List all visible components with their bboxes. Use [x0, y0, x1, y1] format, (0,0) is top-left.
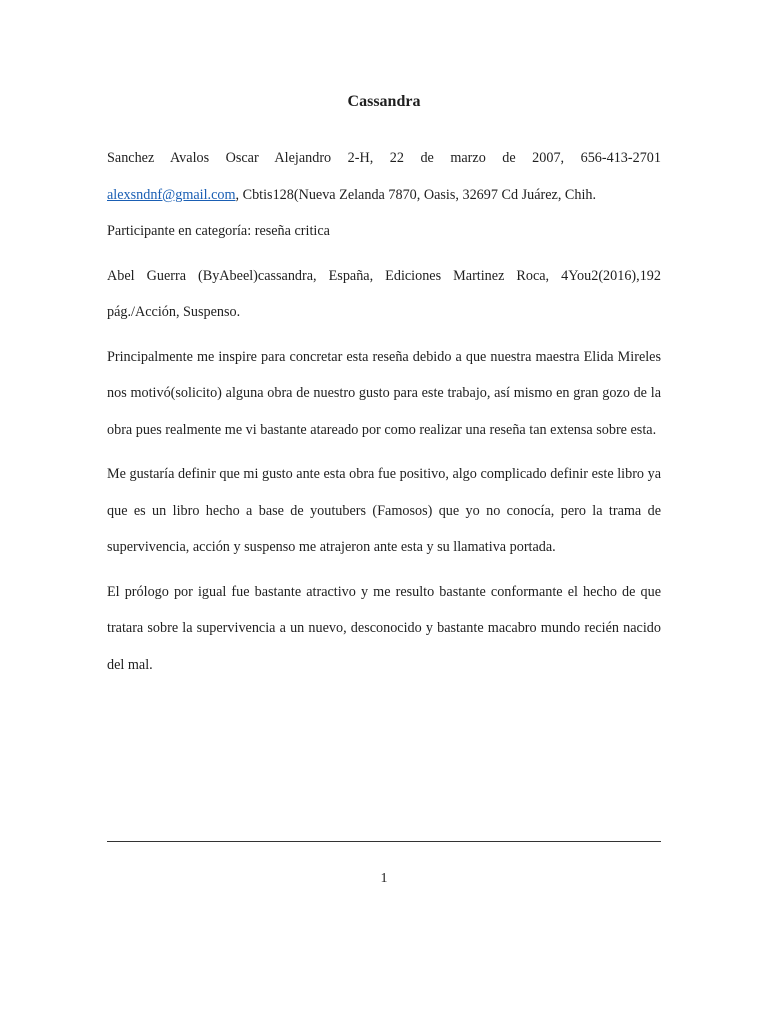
body-paragraph-3: El prólogo por igual fue bastante atractivo y me resulto bastante conformante el hecho de que tratara sobre la supervivencia a un nuevo, desconocido y bastante macabro mundo recién nacido del mal.: [107, 583, 661, 673]
author-line: Sanchez Avalos Oscar Alejandro 2-H, 22 de marzo de 2007, 656-413-2701: [107, 150, 661, 166]
document-body: [107, 140, 661, 691]
author-info-paragraph: [107, 140, 661, 250]
document-title: Cassandra: [347, 93, 421, 110]
footer-rule: [107, 841, 661, 842]
category-line: Participante en categoría: reseña critica: [107, 223, 330, 239]
body-paragraph-1: Principalmente me inspire para concretar esta reseña debido a que nuestra maestra Elida Mireles nos motivó(solicito) alguna obra de nuestro gusto para este trabajo, así mismo en gran gozo de la obra pues realmente me vi bastante atareado por como realizar una reseña tan extensa sobre esta.: [107, 348, 661, 438]
page-number: 1: [380, 871, 388, 886]
email-link[interactable]: alexsndnf@gmail.com: [107, 186, 236, 203]
book-reference: Abel Guerra (ByAbeel)cassandra, España, Ediciones Martinez Roca, 4You2(2016),192 pág./Acción, Suspenso.: [107, 267, 661, 320]
body-paragraph-2: Me gustaría definir que mi gusto ante esta obra fue positivo, algo complicado definir este libro ya que es un libro hecho a base de youtubers (Famosos) que yo no conocía, pero la trama de supervivencia, acción y suspenso me atrajeron ante esta y su llamativa portada.: [107, 466, 661, 555]
address-text: , Cbtis128(Nueva Zelanda 7870, Oasis, 32697 Cd Juárez, Chih.: [235, 186, 597, 203]
